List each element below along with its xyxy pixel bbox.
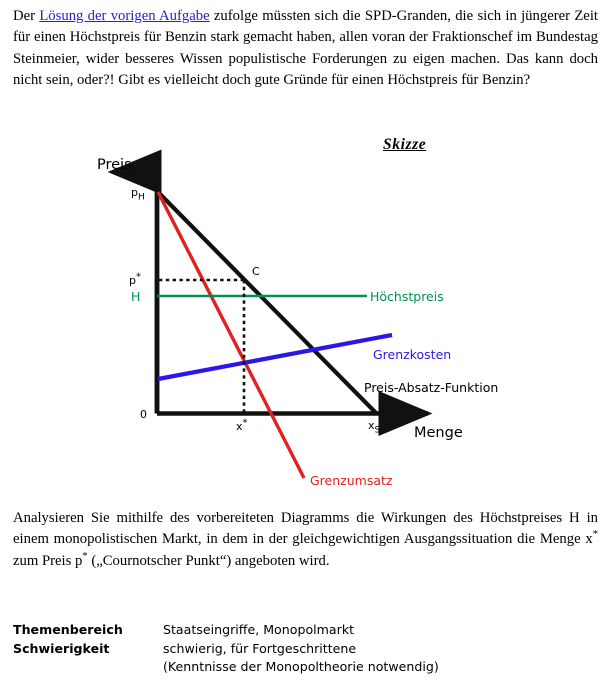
meta-value-themenbereich: Staatseingriffe, Monopolmarkt [163,622,355,637]
metadata-table [13,621,573,677]
meta-key-themenbereich: Themenbereich [13,622,123,637]
figure-title-skizze: Skizze [383,136,427,153]
series-grenzkosten [158,335,392,379]
vorige-aufgabe-link[interactable]: Lösung der vorigen Aufgabe [39,8,210,24]
series-label-hoechstpreis: Höchstpreis [370,289,444,304]
intro-paragraph [13,6,598,91]
tick-label-x-s: $x_S$ [368,419,381,436]
tick-label-x-star: x* [236,417,248,433]
series-label-grenzumsatz: Grenzumsatz [310,473,393,488]
series-grenzumsatz [158,192,304,478]
monopoly-price-cap-diagram [0,130,609,500]
series-label-preis-absatz-funktion: Preis-Absatz-Funktion [364,380,499,395]
sketch-figure [0,130,609,500]
table-row [13,621,573,640]
meta-value-schwierigkeit-line2: (Kenntnisse der Monopoltheorie notwendig) [163,659,439,675]
task-paragraph [13,508,598,572]
axis-label-menge: Menge [414,425,463,441]
table-row [13,640,573,659]
series-label-grenzkosten: Grenzkosten [373,347,452,362]
tick-label-p-h: $p_H$ [131,186,145,203]
task-text-part3: („Cournotscher Punkt“) angeboten wird. [87,552,330,569]
table-row [13,658,573,677]
tick-label-p-star: p* [129,271,141,287]
meta-key-empty [13,658,163,677]
point-label-c: C [252,265,260,278]
intro-text-after-link: zufolge müssten sich die SPD-Granden, die sich in jüngerer Zeit für einen Höchstpreis für Benzin stark gemacht haben, allen voran der Fraktionschef im Bundestag Steinmeier, wider besseres Wissen populistische Forderungen zu eigen machen. Das kann doch nicht sein, oder?! Gibt es vielleicht doch gute Gründe für einen Höchstpreis für Benzin? [13,8,598,88]
task-star-1: * [592,529,598,541]
task-text-part1: Analysieren Sie mithilfe des vorbereiteten Diagramms die Wirkungen des Höchstpreises H in einem monopolistischen Markt, in dem in der gleichgewichtigen Ausgangssituation die Menge x [13,510,598,548]
intro-text-before-link: Der [13,8,40,24]
task-text-part2: zum Preis p [13,552,83,569]
series-preis-absatz-funktion [158,192,376,413]
meta-value-schwierigkeit-line1: schwierig, für Fortgeschrittene [163,640,357,656]
axis-label-preis: Preis [97,157,132,173]
task-star-2: * [82,550,88,562]
axis-origin-label: 0 [140,408,147,421]
meta-key-schwierigkeit: Schwierigkeit [13,640,110,656]
tick-label-h: H [131,289,141,304]
